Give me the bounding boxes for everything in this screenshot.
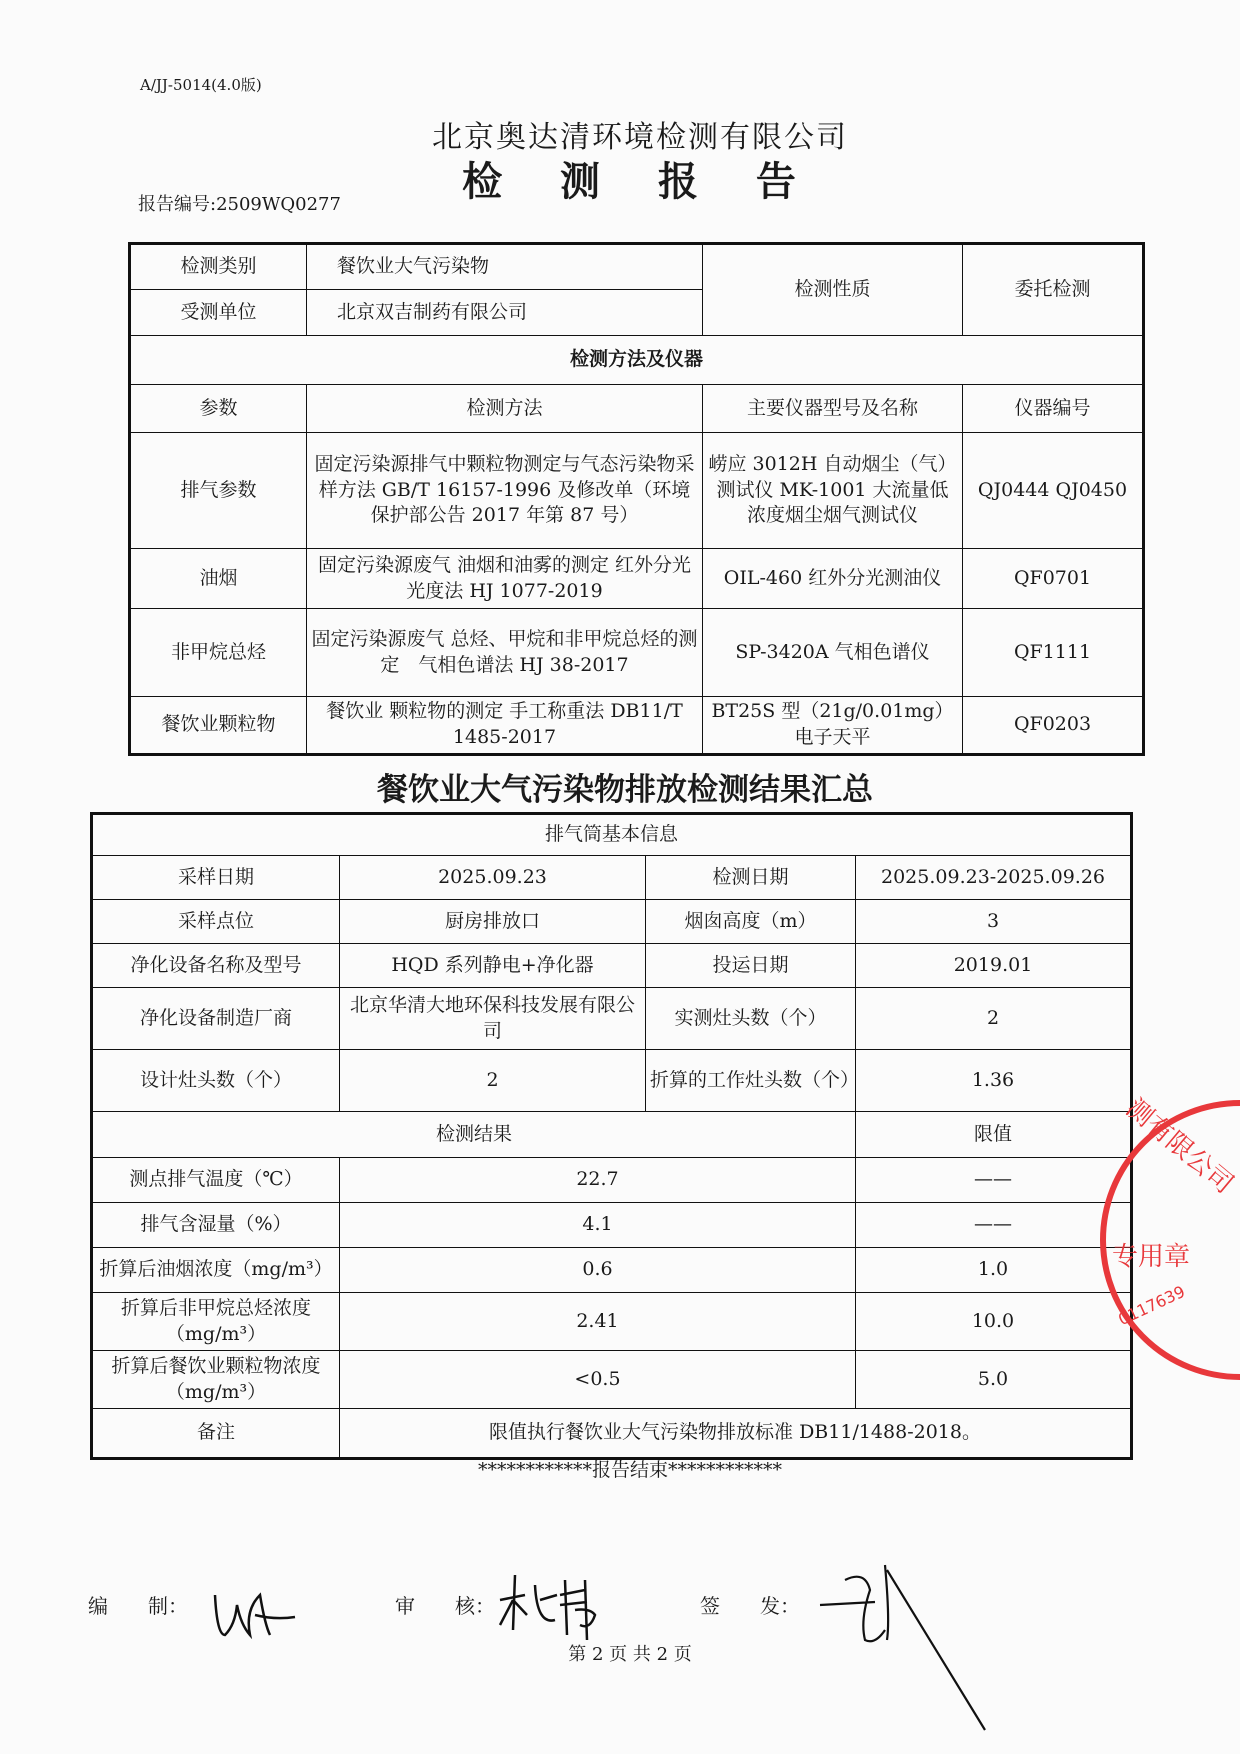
methods-table	[128, 242, 1145, 756]
methods-section-title: 检测方法及仪器	[130, 336, 1144, 385]
basic-value: 3	[856, 900, 1132, 944]
result-row	[92, 1293, 1132, 1351]
basic-value: 2025.09.23	[340, 856, 646, 900]
instrument-id: QF0203	[963, 697, 1144, 755]
summary-table	[90, 812, 1133, 1460]
header-instrument-id: 仪器编号	[963, 385, 1144, 433]
result-item: 折算后非甲烷总烃浓度（mg/m³）	[92, 1293, 340, 1351]
method-row	[130, 697, 1144, 755]
method: 固定污染源废气 总烃、甲烷和非甲烷总烃的测定 气相色谱法 HJ 38-2017	[307, 609, 703, 697]
page-number: 第 2 页 共 2 页	[568, 1644, 692, 1665]
instrument-id: QF1111	[963, 609, 1144, 697]
basic-info-title: 排气筒基本信息	[92, 814, 1132, 856]
nature-value: 委托检测	[963, 244, 1144, 336]
param: 排气参数	[130, 433, 307, 549]
remark-label: 备注	[92, 1409, 340, 1459]
basic-label: 净化设备名称及型号	[92, 944, 340, 988]
basic-value: 2025.09.23-2025.09.26	[856, 856, 1132, 900]
result-value: 22.7	[340, 1158, 856, 1203]
basic-value: 2019.01	[856, 944, 1132, 988]
basic-value: 2	[340, 1050, 646, 1112]
issue-label: 签 发：	[700, 1594, 800, 1618]
basic-value: 2	[856, 988, 1132, 1050]
result-limit: 1.0	[856, 1248, 1132, 1293]
summary-title: 餐饮业大气污染物排放检测结果汇总	[377, 772, 873, 808]
basic-label: 投运日期	[646, 944, 856, 988]
instrument-id: QF0701	[963, 549, 1144, 609]
method-row	[130, 609, 1144, 697]
basic-value: HQD 系列静电+净化器	[340, 944, 646, 988]
basic-row	[92, 900, 1132, 944]
review-label: 审 核：	[395, 1594, 495, 1618]
category-label: 检测类别	[130, 244, 307, 290]
seal-code: 0117639	[1115, 1281, 1188, 1330]
result-row	[92, 1351, 1132, 1409]
results-title: 检测结果	[92, 1112, 856, 1158]
instrument: BT25S 型（21g/0.01mg）电子天平	[703, 697, 963, 755]
instrument: SP-3420A 气相色谱仪	[703, 609, 963, 697]
result-value: 0.6	[340, 1248, 856, 1293]
result-limit: ——	[856, 1158, 1132, 1203]
result-item: 测点排气温度（℃）	[92, 1158, 340, 1203]
basic-label: 净化设备制造厂商	[92, 988, 340, 1050]
basic-label: 采样点位	[92, 900, 340, 944]
method: 固定污染源废气 油烟和油雾的测定 红外分光光度法 HJ 1077-2019	[307, 549, 703, 609]
basic-value: 1.36	[856, 1050, 1132, 1112]
seal-text-mid: 专用章	[1112, 1242, 1191, 1272]
result-limit: ——	[856, 1203, 1132, 1248]
result-row	[92, 1248, 1132, 1293]
report-number: 报告编号:2509WQ0277	[138, 194, 341, 215]
category-value: 餐饮业大气污染物	[307, 244, 703, 290]
nature-label: 检测性质	[703, 244, 963, 336]
method-row	[130, 549, 1144, 609]
basic-label: 实测灶头数（个）	[646, 988, 856, 1050]
unit-value: 北京双吉制药有限公司	[307, 290, 703, 336]
review-signature	[495, 1570, 625, 1640]
result-item: 排气含湿量（%）	[92, 1203, 340, 1248]
instrument: OIL-460 红外分光测油仪	[703, 549, 963, 609]
basic-label: 折算的工作灶头数（个）	[646, 1050, 856, 1112]
method: 餐饮业 颗粒物的测定 手工称重法 DB11/T 1485-2017	[307, 697, 703, 755]
result-value: <0.5	[340, 1351, 856, 1409]
document-title: 检 测 报 告	[462, 159, 818, 205]
basic-row	[92, 988, 1132, 1050]
result-row	[92, 1203, 1132, 1248]
param: 非甲烷总烃	[130, 609, 307, 697]
report-end-line: ************报告结束************	[477, 1459, 782, 1481]
company-name: 北京奥达清环境检测有限公司	[432, 120, 848, 155]
basic-value: 厨房排放口	[340, 900, 646, 944]
method-row	[130, 433, 1144, 549]
basic-label: 设计灶头数（个）	[92, 1050, 340, 1112]
result-item: 折算后餐饮业颗粒物浓度（mg/m³）	[92, 1351, 340, 1409]
compile-signature	[205, 1585, 305, 1645]
param: 油烟	[130, 549, 307, 609]
result-value: 2.41	[340, 1293, 856, 1351]
basic-label: 采样日期	[92, 856, 340, 900]
result-limit: 10.0	[856, 1293, 1132, 1351]
basic-value: 北京华清大地环保科技发展有限公司	[340, 988, 646, 1050]
result-value: 4.1	[340, 1203, 856, 1248]
result-limit: 5.0	[856, 1351, 1132, 1409]
param: 餐饮业颗粒物	[130, 697, 307, 755]
result-row	[92, 1158, 1132, 1203]
basic-label: 烟囱高度（m）	[646, 900, 856, 944]
method: 固定污染源排气中颗粒物测定与气态污染物采样方法 GB/T 16157-1996 及修改单（环境保护部公告 2017 年第 87 号）	[307, 433, 703, 549]
header-method: 检测方法	[307, 385, 703, 433]
seal-text-top: 测有限公司	[1119, 1093, 1239, 1200]
remark-value: 限值执行餐饮业大气污染物排放标准 DB11/1488-2018。	[340, 1409, 1132, 1459]
basic-label: 检测日期	[646, 856, 856, 900]
basic-row	[92, 1050, 1132, 1112]
result-item: 折算后油烟浓度（mg/m³）	[92, 1248, 340, 1293]
instrument-id: QJ0444 QJ0450	[963, 433, 1144, 549]
compile-label: 编 制：	[88, 1594, 188, 1618]
unit-label: 受测单位	[130, 290, 307, 336]
basic-row	[92, 944, 1132, 988]
basic-row	[92, 856, 1132, 900]
limit-header: 限值	[856, 1112, 1132, 1158]
header-param: 参数	[130, 385, 307, 433]
header-instrument: 主要仪器型号及名称	[703, 385, 963, 433]
instrument: 崂应 3012H 自动烟尘（气）测试仪 MK-1001 大流量低浓度烟尘烟气测试仪	[703, 433, 963, 549]
form-code: A/JJ-5014(4.0版)	[140, 76, 262, 94]
